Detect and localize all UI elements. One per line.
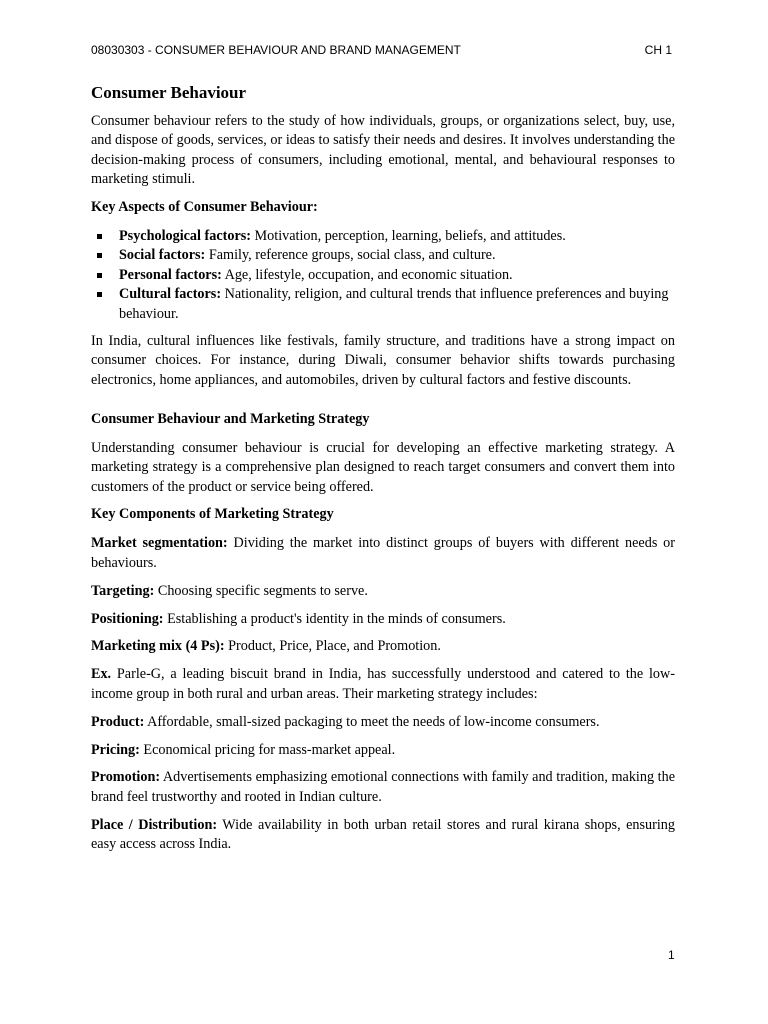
component-item: [91, 610, 675, 629]
component-text: Dividing the market into distinct groups of buyers with different needs or behaviours.: [91, 535, 675, 571]
list-item-label: Cultural factors:: [119, 286, 222, 303]
component-label: Marketing mix (4 Ps):: [91, 638, 225, 655]
strategy-item: [91, 768, 675, 807]
component-item: [91, 582, 675, 601]
chapter-label: CH 1: [644, 43, 672, 57]
component-item: [91, 637, 675, 656]
list-item: [91, 285, 675, 324]
india-paragraph: In India, cultural influences like festivals, family structure, and traditions have a strong impact on consumer choices. For instance, during Diwali, consumer behavior shifts towards purchasing electronics, home appliances, and automobiles, driven by cultural factors and festive discounts.: [91, 333, 675, 388]
strategy-text: Advertisements emphasizing emotional connections with family and tradition, making the brand feel trustworthy and rooted in Indian culture.: [91, 769, 675, 805]
list-item: [91, 246, 675, 265]
strategy-item: [91, 713, 675, 732]
strategy-label: Place / Distribution:: [91, 816, 218, 833]
square-bullet-icon: [97, 273, 102, 278]
list-item-text: Nationality, religion, and cultural trends that influence preferences and buying behaviour.: [119, 286, 669, 322]
component-label: Targeting:: [91, 582, 155, 599]
marketing-strategy-heading: Consumer Behaviour and Marketing Strategy: [91, 411, 370, 428]
strategy-label: Pricing:: [91, 741, 140, 758]
components-heading: Key Components of Marketing Strategy: [91, 505, 334, 522]
list-item: [91, 266, 675, 285]
list-item-label: Personal factors:: [119, 266, 222, 283]
component-label: Market segmentation:: [91, 535, 228, 552]
example-label: Ex.: [91, 666, 112, 683]
list-item-text: Age, lifestyle, occupation, and economic situation.: [221, 266, 513, 283]
list-item-text: Motivation, perception, learning, beliefs, and attitudes.: [251, 228, 566, 245]
strategy-label: Promotion:: [91, 769, 161, 786]
component-text: Choosing specific segments to serve.: [154, 582, 368, 599]
example-text: Parle-G, a leading biscuit brand in India, has successfully understood and catered to the low-income group in both rural and urban areas. Their marketing strategy includes:: [91, 666, 675, 702]
page-title: Consumer Behaviour: [91, 83, 247, 102]
course-title: 08030303 - CONSUMER BEHAVIOUR AND BRAND MANAGEMENT: [91, 43, 461, 57]
page-number: 1: [668, 948, 675, 962]
strategy-label: Product:: [91, 713, 145, 730]
key-aspects-list: [91, 227, 675, 324]
strategy-item: [91, 816, 675, 855]
strategy-text: Economical pricing for mass-market appeal.: [139, 741, 396, 758]
intro-paragraph: Consumer behaviour refers to the study of how individuals, groups, or organizations select, buy, use, and dispose of goods, services, or ideas to satisfy their needs and desires. It involves understanding the decision-making process of consumers, including emotional, mental, and behavioural responses to marketing stimuli.: [91, 113, 675, 188]
strategy-item: [91, 741, 675, 760]
example-paragraph: [91, 665, 675, 704]
component-label: Positioning:: [91, 610, 164, 627]
square-bullet-icon: [97, 234, 102, 239]
list-item-text: Family, reference groups, social class, and culture.: [205, 247, 496, 264]
strategy-text: Affordable, small-sized packaging to meet the needs of low-income consumers.: [144, 713, 600, 730]
component-text: Product, Price, Place, and Promotion.: [224, 638, 441, 655]
component-item: [91, 534, 675, 573]
strategy-text: Wide availability in both urban retail stores and rural kirana shops, ensuring easy access across India.: [91, 816, 675, 853]
component-text: Establishing a product's identity in the minds of consumers.: [163, 610, 506, 627]
list-item-label: Psychological factors:: [119, 228, 251, 245]
key-aspects-heading: Key Aspects of Consumer Behaviour:: [91, 198, 318, 215]
square-bullet-icon: [97, 253, 102, 258]
square-bullet-icon: [97, 292, 102, 297]
document-body: [91, 82, 675, 863]
list-item: [91, 227, 675, 246]
list-item-label: Social factors:: [119, 247, 206, 264]
marketing-strategy-paragraph: Understanding consumer behaviour is crucial for developing an effective marketing strategy. A marketing strategy is a comprehensive plan designed to reach target consumers and convert them into customers of the product or service being offered.: [91, 439, 675, 495]
